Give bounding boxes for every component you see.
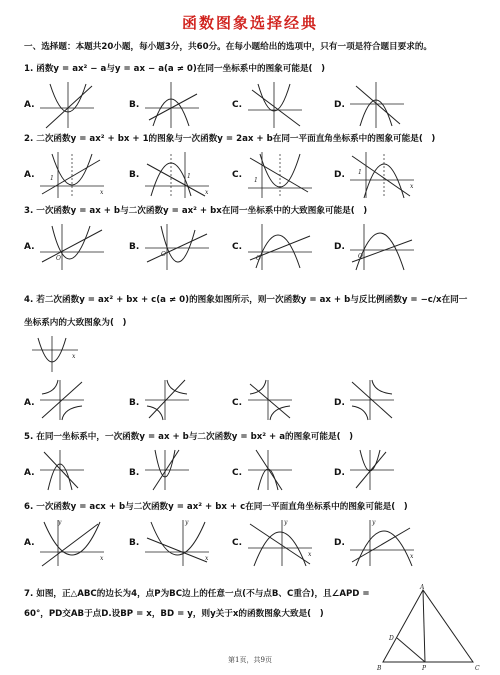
q1-graph-a <box>38 80 98 130</box>
q5-option-b[interactable]: B. <box>129 448 219 498</box>
svg-text:x: x <box>205 189 209 196</box>
question-7-line-2: 60°，PD交AB于点D.设BP = x，BD = y，则y关于x的函数图象大致是( ) <box>24 609 324 619</box>
svg-text:1: 1 <box>187 173 191 180</box>
q6-graph-b <box>143 518 213 568</box>
q1-graph-c <box>246 80 306 130</box>
svg-text:A: A <box>420 584 425 591</box>
svg-text:x: x <box>100 555 104 562</box>
q4-option-a[interactable]: A. <box>24 378 114 428</box>
q6-graph-c <box>246 518 316 568</box>
svg-text:x: x <box>72 353 76 360</box>
question-3: 3. 一次函数y = ax + b与二次函数y = ax² + bx在同一坐标系中的大致图象可能是( ) <box>24 206 368 216</box>
svg-text:y: y <box>185 519 189 526</box>
q2-graph-c <box>246 150 316 200</box>
svg-text:x: x <box>100 189 104 196</box>
q3-graph-b <box>143 222 213 272</box>
question-6: 6. 一次函数y = acx + b与二次函数y = ax² + bx + c在同一平面直角坐标系中的图象可能是( ) <box>24 502 408 512</box>
q1-option-a[interactable]: A. <box>24 80 114 130</box>
q3-graph-d <box>348 222 418 272</box>
svg-text:1: 1 <box>254 177 258 184</box>
page-title: 函数图象选择经典 <box>181 14 318 32</box>
q6-option-c[interactable]: C. y x <box>232 518 322 568</box>
q2-option-c[interactable]: C. 1 <box>232 150 322 200</box>
q4-options <box>24 378 464 428</box>
svg-text:y: y <box>284 519 288 526</box>
q1-graph-d <box>348 80 408 130</box>
q3-option-c[interactable]: C. O <box>232 222 322 272</box>
q5-option-d[interactable]: D. <box>334 448 424 498</box>
q3-option-d[interactable]: D. O <box>334 222 424 272</box>
q1-option-c[interactable]: C. <box>232 80 322 130</box>
q5-graph-b <box>143 448 193 492</box>
question-2: 2. 二次函数y = ax² + bx + 1的图象与一次函数y = 2ax + b在同一平面直角坐标系中的图象可能是( ) <box>24 134 436 144</box>
q1-graph-b <box>143 80 203 130</box>
question-4-line-2: 坐标系内的大致图象为( ) <box>24 318 127 328</box>
q2-graph-b <box>143 150 213 200</box>
q3-graph-c <box>246 222 316 272</box>
q4-graph-d <box>348 378 398 422</box>
q6-option-a[interactable]: A. y x <box>24 518 114 568</box>
q5-option-a[interactable]: A. <box>24 448 114 498</box>
svg-text:x: x <box>308 551 312 558</box>
question-4-line-1: 4. 若二次函数y = ax² + bx + c(a ≠ 0)的图象如图所示，则一次函数y = ax + b与反比例函数y = −c/x在同一 <box>24 295 468 305</box>
q3-options <box>24 222 464 272</box>
svg-text:P: P <box>422 665 427 670</box>
svg-text:y: y <box>58 519 62 526</box>
svg-text:y: y <box>372 519 376 526</box>
q2-graph-a <box>38 150 108 200</box>
q4-graph-c <box>246 378 296 422</box>
svg-text:O: O <box>256 255 261 262</box>
q5-graph-a <box>38 448 88 492</box>
question-1: 1. 函数y = ax² − a与y = ax − a(a ≠ 0)在同一坐标系中的图象可能是( ) <box>24 64 325 74</box>
svg-text:C: C <box>475 665 480 670</box>
svg-text:x: x <box>410 183 414 190</box>
q2-option-a[interactable]: A. 1 x <box>24 150 114 200</box>
q2-option-d[interactable]: D. 1 x <box>334 150 424 200</box>
q5-option-c[interactable]: C. <box>232 448 322 498</box>
page-footer: 第1页，共9页 <box>228 656 272 664</box>
q1-option-d[interactable]: D. <box>334 80 424 130</box>
svg-text:x: x <box>205 555 209 562</box>
q4-graph-a <box>38 378 88 422</box>
svg-text:B: B <box>377 665 382 670</box>
q2-option-b[interactable]: B. 1 x <box>129 150 219 200</box>
q6-options <box>24 518 464 568</box>
svg-text:O: O <box>358 253 363 260</box>
question-5: 5. 在同一坐标系中，一次函数y = ax + b与二次函数y = bx² + a的图象可能是( ) <box>24 432 354 442</box>
q1-options <box>24 80 464 130</box>
q2-graph-d <box>348 150 418 200</box>
svg-text:1: 1 <box>358 169 362 176</box>
question-7-line-1: 7. 如图，正△ABC的边长为4，点P为BC边上的任意一点(不与点B、C重合)，且∠APD = <box>24 589 370 599</box>
svg-text:O: O <box>56 255 61 262</box>
svg-text:1: 1 <box>50 175 54 182</box>
q4-graph-b <box>143 378 193 422</box>
q5-graph-d <box>348 448 398 492</box>
q4-given-graph <box>30 334 80 374</box>
q2-options <box>24 150 464 200</box>
q5-graph-c <box>246 448 296 492</box>
q4-option-b[interactable]: B. <box>129 378 219 428</box>
q1-option-b[interactable]: B. <box>129 80 219 130</box>
q3-option-a[interactable]: A. O <box>24 222 114 272</box>
q3-graph-a <box>38 222 108 272</box>
q6-graph-a <box>38 518 108 568</box>
q6-option-b[interactable]: B. y x <box>129 518 219 568</box>
svg-text:O: O <box>161 251 166 258</box>
q3-option-b[interactable]: B. O <box>129 222 219 272</box>
q6-option-d[interactable]: D. y x <box>334 518 424 568</box>
svg-text:D: D <box>389 635 394 642</box>
svg-text:x: x <box>410 553 414 560</box>
q4-option-c[interactable]: C. <box>232 378 322 428</box>
q4-option-d[interactable]: D. <box>334 378 424 428</box>
q6-graph-d <box>348 518 418 568</box>
q5-options <box>24 448 464 498</box>
section-heading: 一、选择题：本题共20小题，每小题3分，共60分。在每小题给出的选项中，只有一项是符合题目要求的。 <box>24 42 433 52</box>
